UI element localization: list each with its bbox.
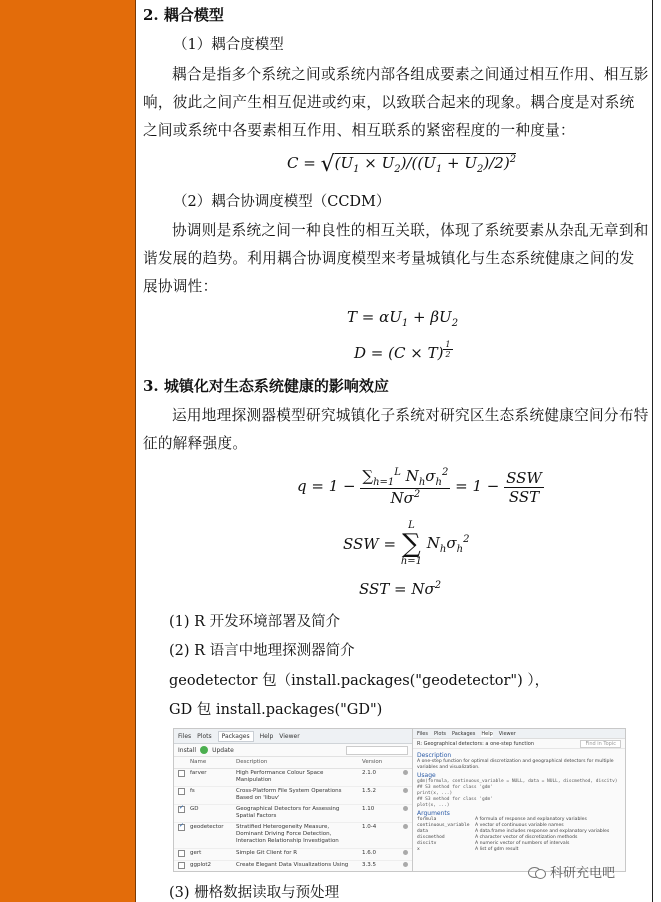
remove-icon[interactable] [403,850,408,855]
argument-row: continuous_variable A vector of continuous variable names [417,823,564,828]
package-description: Create Elegant Data Visualizations Using [236,862,349,868]
watermark [528,862,615,881]
packages-toolbar [174,744,412,757]
arguments-heading: Arguments [417,810,450,817]
rstudio-packages-screenshot [173,728,413,872]
formula-t: $T = \alpha U_1 + \beta U_2$ [347,308,459,329]
remove-icon[interactable] [403,806,408,811]
install-button[interactable]: Install [178,746,197,754]
formula-sst: SST = $N\sigma^2$ [359,580,442,598]
formula-ssw: SSW = L ∑ h=1 $N_h\sigma_h^2$ [343,520,470,567]
section-3-heading: 3. 城镇化对生态系统健康的影响效应 [143,377,389,395]
usage-code: ## S3 method for class 'gdm' [417,785,493,790]
section-2-heading: 2. 耦合模型 [143,6,224,24]
watermark-text: 科研充电吧 [550,866,616,881]
package-search-input[interactable] [346,746,408,755]
packages-table-header [174,757,412,769]
package-version: 1.10 [362,806,375,812]
package-version: 2.1.0 [362,770,376,776]
argument-row: discitv A numeric vector of numbers of intervals [417,841,570,846]
package-version: 1.5.2 [362,788,376,794]
package-name[interactable]: gert [190,850,202,856]
col-version: Version [362,759,383,765]
package-description: Stratified Heterogeneity Measure, Dominant Driving Force Detection, Interaction Relationship Investigation [236,824,339,844]
package-checkbox[interactable] [178,862,185,869]
find-in-topic-input[interactable]: Find in Topic [580,740,621,748]
left-orange-margin [0,0,136,902]
table-row [174,849,412,861]
col-name: Name [190,759,207,765]
update-icon [200,746,208,754]
wechat-icon [528,865,546,878]
usage-code: gdm(formula, continuous_variable = NULL, data = NULL, discmethod, discitv) [417,779,618,784]
remove-icon[interactable] [403,770,408,775]
usage-code: ## S3 method for class 'gdm' [417,797,493,802]
paragraph-geodetector: 运用地理探测器模型研究城镇化子系统对研究区生态系统健康空间分布特征的解释强度。 [143,407,649,452]
table-row [174,769,412,787]
tab-files[interactable]: Files [417,730,428,737]
argument-row: discmethod A character vector of discretization methods [417,835,578,840]
geodetector-install-line: geodetector 包（install.packages("geodetector") ）， [169,673,550,689]
packages-tabbar [174,729,412,744]
package-name[interactable]: geodetector [190,824,224,830]
formula-coupling-degree: $C = √(U_1 \times U_2)/((U_1 + U_2)/2)^2$ [287,152,517,177]
tab-viewer[interactable]: Viewer [498,730,516,737]
help-tabbar [413,729,625,739]
gd-install-line: GD 包 install.packages("GD") [169,702,383,718]
package-version: 1.0-4 [362,824,377,830]
argument-row: x A list of gdm result [417,847,519,852]
package-description: High Performance Colour Space Manipulation [236,770,324,783]
help-toolbar [413,739,625,749]
remove-icon[interactable] [403,788,408,793]
package-checkbox[interactable] [178,850,185,857]
description-heading: Description [417,752,452,759]
package-checkbox[interactable] [178,770,185,777]
description-text: A one-step function for optimal discretization and geographical detectors for multiple variables and visualization. [417,759,614,770]
usage-heading: Usage [417,772,436,779]
usage-code: plot(x, ...) [417,803,450,808]
table-row [174,787,412,805]
tab-plots[interactable]: Plots [433,730,447,737]
usage-code: print(x, ...) [417,791,453,796]
package-description: Geographical Detectors for Assessing Spatial Factors [236,806,340,819]
tab-viewer[interactable]: Viewer [279,732,300,740]
paragraph-coupling: 耦合是指多个系统之间或系统内部各组成要素之间通过相互作用、相互影响，彼此之间产生相互促进或约束，以致联合起来的现象。耦合度是对系统之间或系统中各要素相互作用、相互联系的紧密程度的一种度量： [143,66,649,139]
argument-row: formula A formula of response and explanatory variables [417,817,587,822]
package-version: 3.3.5 [362,862,376,868]
tab-plots[interactable]: Plots [197,732,212,740]
remove-icon[interactable] [403,862,408,867]
sub-heading-coupling-degree: （1）耦合度模型 [173,37,284,53]
tab-help[interactable]: Help [481,730,493,737]
formula-d: D = (C × T) $^{\frac{1}{2}}$ [354,340,451,362]
help-body [413,749,625,855]
table-row [174,861,412,872]
list-item-geodetector-intro: (2) R 语言中地理探测器简介 [169,643,355,659]
rstudio-help-screenshot [412,728,626,872]
tab-files[interactable]: Files [178,732,192,740]
package-description: Simple Git Client for R [236,850,298,856]
content-cell [137,0,653,902]
package-version: 1.6.0 [362,850,376,856]
package-checkbox[interactable] [178,806,185,813]
package-name[interactable]: GD [190,806,199,812]
package-checkbox[interactable] [178,788,185,795]
package-description: Cross-Platform File System Operations Based on 'libuv' [236,788,342,801]
formula-q: q = 1 − $\frac{\sum_{h=1}^L N_h\sigma_h^2}{N\sigma^2}$ = 1 − $\frac{\text{SSW}}{\text{SST}}$ [297,467,542,507]
tab-packages[interactable]: Packages [218,731,254,742]
sub-heading-ccdm: （2）耦合协调度模型（CCDM） [173,194,391,210]
argument-row: data A data.frame includes response and explanatory variables [417,829,610,834]
paragraph-coordination: 协调则是系统之间一种良性的相互关联，体现了系统要素从杂乱无章到和谐发展的趋势。利用耦合协调度模型来考量城镇化与生态系统健康之间的发展协调性： [143,222,649,295]
table-row [174,805,412,823]
table-row [174,823,412,849]
list-item-r-environment: (1) R 开发环境部署及简介 [169,614,341,630]
package-checkbox[interactable] [178,824,185,831]
help-title: R: Geographical detectors: a one-step function [417,740,535,747]
col-description: Description [236,759,268,765]
list-item-raster-preprocess: (3) 栅格数据读取与预处理 [169,885,340,901]
package-name[interactable]: ggplot2 [190,862,212,868]
update-button[interactable]: Update [212,746,234,754]
tab-help[interactable]: Help [259,732,274,740]
tab-packages[interactable]: Packages [452,730,476,737]
package-name[interactable]: farver [190,770,207,776]
remove-icon[interactable] [403,824,408,829]
package-name[interactable]: fs [190,788,195,794]
